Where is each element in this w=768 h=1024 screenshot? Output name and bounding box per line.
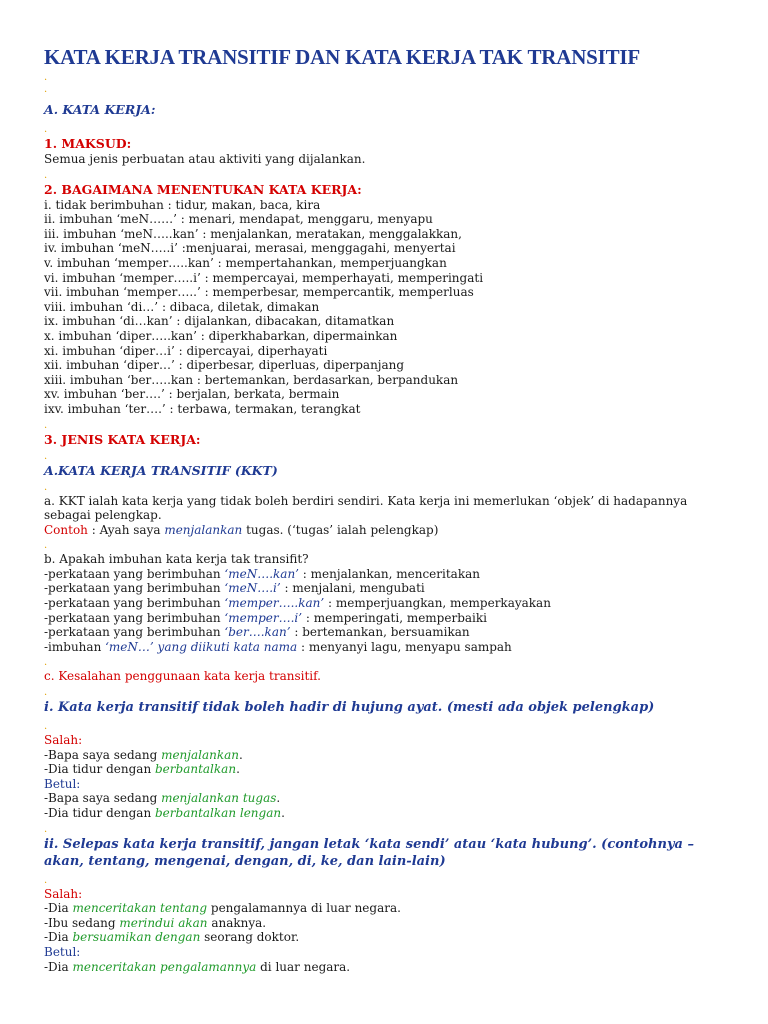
bullet-dot: . — [44, 657, 48, 669]
contoh-pre: : Ayah saya — [87, 522, 165, 537]
example-pre: -Dia — [44, 959, 73, 974]
list-item — [44, 625, 734, 640]
maksud-text: Semua jenis perbuatan atau aktiviti yang dijalankan. — [44, 152, 366, 166]
list-item: vi. imbuhan ‘memper…..i’ : mempercayai, memperhayati, memperingati — [44, 270, 484, 285]
betul-label: Betul: — [44, 944, 81, 959]
item-affix: ‘ber….kan’ — [224, 625, 291, 640]
example-line — [44, 748, 734, 763]
salah-label: Salah: — [44, 886, 83, 901]
example-pre: -Dia — [44, 901, 73, 916]
list-item — [44, 640, 734, 655]
list-item: xv. imbuhan ‘ber….’ : berjalan, berkata, bermain — [44, 387, 340, 402]
example-pre: -Dia — [44, 930, 73, 945]
list-item: viii. imbuhan ‘di…’ : dibaca, diletak, dimakan — [44, 299, 320, 314]
example-pre: -Dia tidur dengan — [44, 762, 155, 777]
item-pre: -perkataan yang berimbuhan — [44, 625, 225, 640]
example-verb: merindui akan — [119, 915, 208, 930]
example-line — [44, 901, 734, 916]
list-item: vii. imbuhan ‘memper…..’ : memperbesar, mempercantik, memperluas — [44, 285, 474, 300]
bullet-dot: . — [44, 72, 48, 83]
example-line — [44, 762, 734, 777]
list-item: iii. imbuhan ‘meN…..kan’ : menjalankan, meratakan, menggalakkan, — [44, 226, 462, 241]
example-post: . — [281, 806, 285, 820]
example-post: . — [239, 747, 243, 762]
item-pre: -perkataan yang berimbuhan — [44, 610, 225, 625]
example-verb: bersuamikan dengan — [72, 930, 201, 945]
bullet-dot: . — [44, 481, 48, 493]
example-post: pengalamannya di luar negara. — [207, 901, 401, 916]
example-line — [44, 960, 734, 975]
example-verb: berbantalkan — [155, 762, 237, 777]
example-post: di luar negara. — [256, 959, 351, 974]
bagaimana-heading: 2. BAGAIMANA MENENTUKAN KATA KERJA: — [44, 181, 362, 197]
maksud-heading: 1. MAKSUD: — [44, 136, 132, 151]
kesalahan-heading: c. Kesalahan penggunaan kata kerja transitif. — [44, 669, 321, 684]
list-item: i. tidak berimbuhan : tidur, makan, baca, kira — [44, 197, 321, 212]
salah-label: Salah: — [44, 733, 83, 748]
bullet-dot: . — [44, 419, 48, 431]
list-item: ii. imbuhan ‘meN……’ : menari, mendapat, menggaru, menyapu — [44, 212, 433, 227]
item-post: : menjalani, mengubati — [280, 581, 425, 596]
bullet-dot: . — [44, 823, 48, 835]
item-post: : memperingati, memperbaiki — [302, 610, 487, 625]
example-line — [44, 916, 734, 931]
imbuhan-list — [44, 567, 734, 655]
item-post: : menyanyi lagu, menyapu sampah — [297, 639, 512, 654]
section-heading-kata-kerja: A. KATA KERJA: — [44, 102, 156, 117]
bullet-dot: . — [44, 124, 48, 135]
betul-label: Betul: — [44, 776, 81, 791]
list-item: xiii. imbuhan ‘ber…..kan : bertemankan, berdasarkan, berpandukan — [44, 372, 459, 387]
jenis-heading: 3. JENIS KATA KERJA: — [44, 431, 201, 447]
contoh-verb: menjalankan — [164, 522, 243, 537]
example-verb: menceritakan pengalamannya — [72, 959, 257, 974]
bullet-dot: . — [44, 450, 48, 462]
example-pre: -Ibu sedang — [44, 915, 120, 930]
bullet-dot: . — [44, 874, 48, 886]
example-line — [44, 806, 734, 821]
example-pre: -Bapa saya sedang — [44, 747, 162, 762]
contoh-label: Contoh — [44, 522, 88, 537]
bullet-dot: . — [44, 687, 48, 699]
list-item: v. imbuhan ‘memper…..kan’ : mempertahankan, memperjuangkan — [44, 255, 447, 270]
bullet-dot: . — [44, 540, 48, 552]
list-item — [44, 611, 734, 626]
item-pre: -perkataan yang berimbuhan — [44, 596, 225, 611]
list-item — [44, 567, 734, 582]
kkt-question: b. Apakah imbuhan kata kerja tak transifit? — [44, 552, 309, 567]
example-post: anaknya. — [207, 915, 267, 930]
example-pre: -Bapa saya sedang — [44, 791, 162, 806]
list-item: ixv. imbuhan ‘ter….’ : terbawa, termakan, terangkat — [44, 401, 361, 416]
list-item: iv. imbuhan ‘meN…..i’ :menjuarai, merasai, menggagahi, menyertai — [44, 241, 456, 256]
example-verb: berbantalkan lengan — [155, 806, 282, 820]
bagaimana-list — [44, 198, 734, 417]
list-item — [44, 581, 734, 596]
item-affix: ‘meN….kan’ — [224, 566, 299, 581]
example-line — [44, 930, 734, 945]
item-pre: -perkataan yang berimbuhan — [44, 566, 225, 581]
item-affix: ‘memper….i’ — [224, 610, 303, 625]
item-post: : bertemankan, bersuamikan — [290, 625, 470, 640]
example-pre: -Dia tidur dengan — [44, 806, 155, 820]
rule-ii: ii. Selepas kata kerja transitif, jangan letak ‘kata sendi’ atau ‘kata hubung’. (contohnya – akan, tentang, mengenai, dengan, di, ke, dan lain-lain) — [44, 836, 694, 869]
list-item: x. imbuhan ‘diper…..kan’ : diperkhabarkan, dipermainkan — [44, 328, 398, 343]
example-verb: menjalankan — [161, 747, 240, 762]
contoh-line — [44, 523, 734, 538]
list-item: ix. imbuhan ‘di…kan’ : dijalankan, dibacakan, ditamatkan — [44, 314, 395, 329]
bullet-dot: . — [44, 169, 48, 181]
item-affix: ‘meN…’ yang diikuti kata nama — [105, 639, 298, 654]
example-verb: menceritakan tentang — [72, 901, 208, 916]
example-line — [44, 791, 734, 806]
item-pre: -imbuhan — [44, 639, 106, 654]
kkt-heading: A.KATA KERJA TRANSITIF (KKT) — [44, 462, 278, 478]
page-title: KATA KERJA TRANSITIF DAN KATA KERJA TAK TRANSITIF — [44, 45, 641, 69]
list-item: xii. imbuhan ‘diper…’ : diperbesar, diperluas, diperpanjang — [44, 358, 405, 373]
item-post: : menjalankan, menceritakan — [298, 566, 480, 581]
example-post: seorang doktor. — [200, 930, 300, 945]
bullet-dot: . — [44, 84, 48, 95]
item-post: : memperjuangkan, memperkayakan — [324, 596, 551, 611]
example-verb: menjalankan tugas — [161, 791, 277, 806]
example-post: . — [276, 791, 281, 806]
item-affix: ‘memper…..kan’ — [224, 596, 325, 611]
item-affix: ‘meN….i’ — [224, 581, 281, 596]
bullet-dot: . — [44, 721, 48, 733]
kkt-definition: a. KKT ialah kata kerja yang tidak boleh berdiri sendiri. Kata kerja ini memerlukan ‘objek’ di hadapannya sebagai pelengkap. — [44, 493, 688, 523]
list-item: xi. imbuhan ‘diper…i’ : dipercayai, diperhayati — [44, 343, 328, 358]
contoh-post: tugas. (‘tugas’ ialah pelengkap) — [242, 522, 439, 537]
list-item — [44, 596, 734, 611]
item-pre: -perkataan yang berimbuhan — [44, 581, 225, 596]
document-page — [44, 44, 734, 974]
rule-i: i. Kata kerja transitif tidak boleh hadir di hujung ayat. (mesti ada objek pelengkap) — [44, 700, 655, 716]
example-post: . — [236, 762, 240, 777]
